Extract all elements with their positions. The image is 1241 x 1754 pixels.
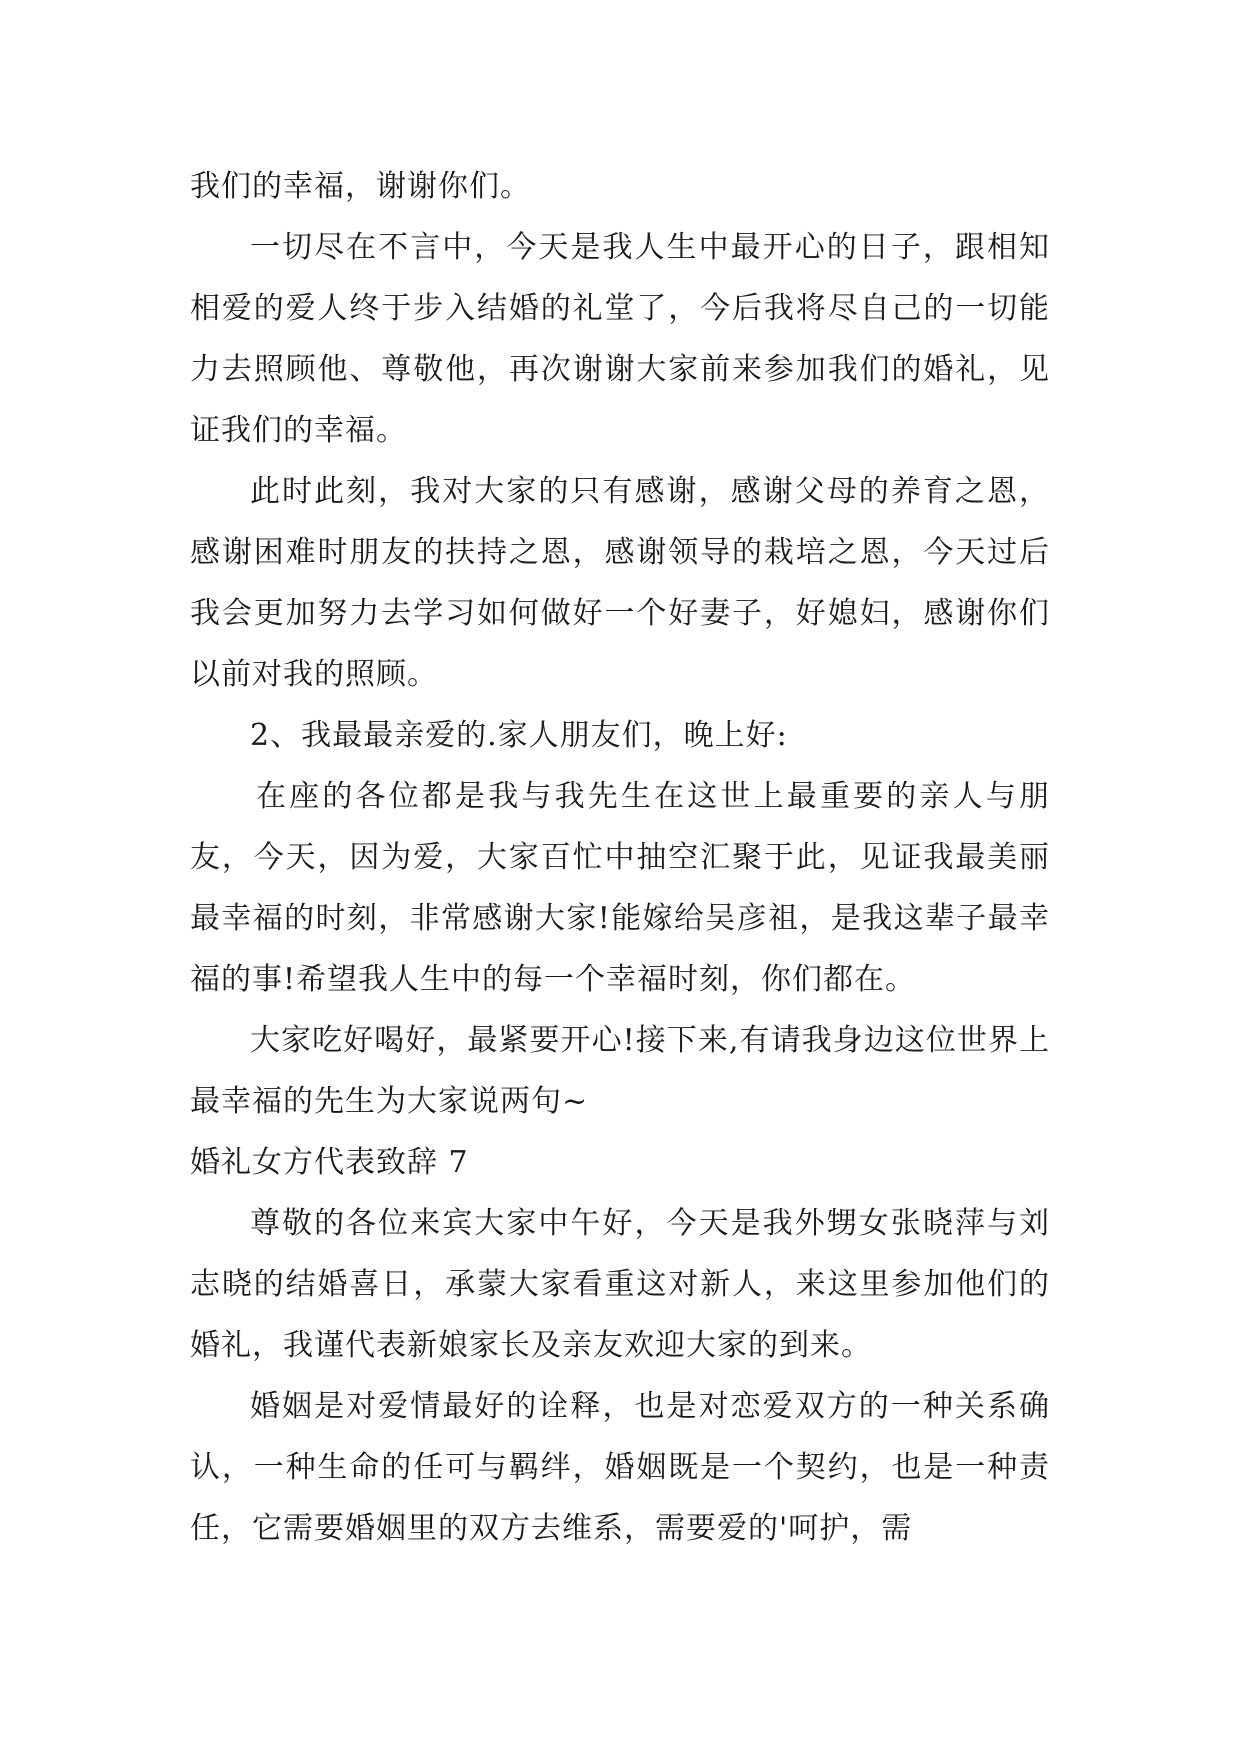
paragraph: 尊敬的各位来宾大家中午好，今天是我外甥女张晓萍与刘志晓的结婚喜日，承蒙大家看重这对新人，来这里参加他们的婚礼，我谨代表新娘家长及亲友欢迎大家的到来。 [190,1206,1050,1363]
paragraph: 此时此刻，我对大家的只有感谢，感谢父母的养育之恩，感谢困难时朋友的扶持之恩，感谢领导的栽培之恩，今天过后我会更加努力去学习如何做好一个好妻子，好媳妇，感谢你们以前对我的照顾。 [190,474,1050,692]
section-heading: 婚礼女方代表致辞 7 [190,1145,469,1180]
paragraph-continuation: 我们的幸福，谢谢你们。 [190,169,531,204]
paragraph: 一切尽在不言中，今天是我人生中最开心的日子，跟相知相爱的爱人终于步入结婚的礼堂了，今后我将尽自己的一切能力去照顾他、尊敬他，再次谢谢大家前来参加我们的婚礼，见证我们的幸福。 [190,230,1050,448]
document-body [190,156,1050,1559]
paragraph: 婚姻是对爱情最好的诠释，也是对恋爱双方的一种关系确认，一种生命的任可与羁绊，婚姻既是一个契约，也是一种责任，它需要婚姻里的双方去维系，需要爱的'呵护，需 [190,1389,1050,1546]
paragraph: 大家吃好喝好，最紧要开心!接下来,有请我身边这位世界上最幸福的先生为大家说两句~ [190,1023,1050,1119]
paragraph: 在座的各位都是我与我先生在这世上最重要的亲人与朋友，今天，因为爱，大家百忙中抽空汇聚于此，见证我最美丽最幸福的时刻，非常感谢大家!能嫁给吴彦祖，是我这辈子最幸福的事!希望我人生中的每一个幸福时刻，你们都在。 [190,779,1050,997]
paragraph-numbered: 2、我最最亲爱的.家人朋友们，晚上好: [250,718,788,753]
